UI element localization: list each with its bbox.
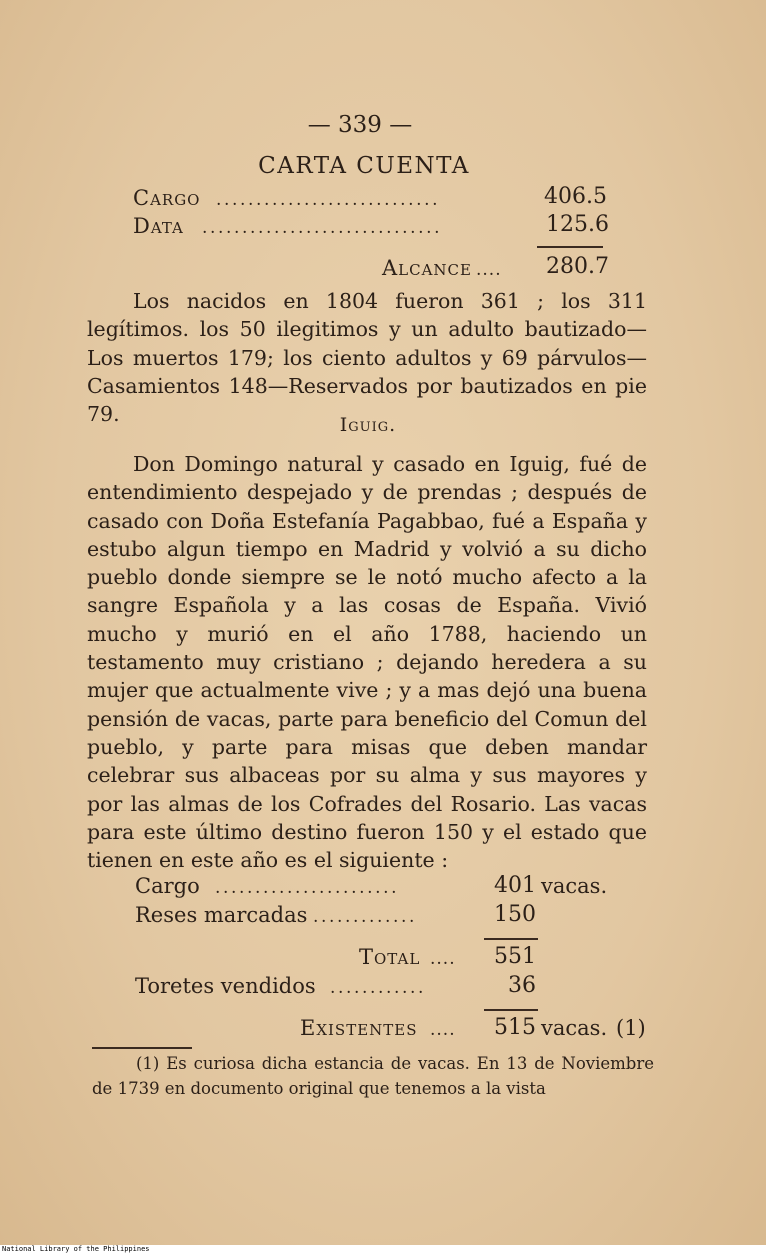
data-value: 125.6 [546, 212, 609, 237]
alcance-label: Alcance [382, 256, 472, 280]
leader-dots: .... [430, 1020, 456, 1040]
existentes-label: Existentes [300, 1016, 418, 1040]
sum-rule [484, 1009, 538, 1011]
existentes-unit: vacas. [541, 1016, 608, 1040]
cargo-label: Cargo [133, 186, 201, 210]
section-heading: Iguig. [339, 414, 397, 436]
cattle-cargo-label: Cargo [135, 874, 200, 898]
footnote-rule [92, 1047, 192, 1049]
paragraph-births: Los nacidos en 1804 fueron 361 ; los 311 legítimos. los 50 ilegitimos y un adulto bautizado—Los muertos 179; los ciento adultos y 69 párvulos—Casamientos 148—Reservados por bautizados en pie 79. [87, 289, 647, 427]
page-number: — 339 — [307, 112, 413, 138]
paragraph-main: Don Domingo natural y casado en Iguig, fué de entendimiento despejado y de prendas ; después de casado con Doña Estefanía Pagabbao, fué a España y estubo algun tiempo en Madrid y volvió a su dicho pueblo donde siempre se le notó mucho afecto a la sangre Española y a las cosas de España. Vivió mucho y murió en el año 1788, haciendo un testamento muy cristiano ; dejando heredera a su mujer que actualmente vive ; y a mas dejó una buena pensión de vacas, parte para beneficio del Comun del pueblo, y parte para misas que deben mandar celebrar sus albaceas por su alma y sus mayores y por las almas de los Cofrades del Rosario. Las vacas para este último destino fueron 150 y el estado que tienen en este año es el siguiente : [87, 452, 647, 873]
leader-dots: ............ [330, 978, 427, 998]
total-value: 551 [494, 944, 536, 969]
alcance-value: 280.7 [546, 254, 609, 279]
leader-dots: ............................ [216, 190, 441, 210]
library-credit: National Library of the Philippines [2, 1245, 150, 1253]
page-title: CARTA CUENTA [258, 153, 470, 179]
sum-rule [537, 246, 603, 248]
total-label: Total [359, 945, 421, 969]
toretes-value: 36 [508, 973, 536, 998]
leader-dots: .............................. [202, 218, 443, 238]
reses-label: Reses marcadas [135, 903, 308, 927]
leader-dots: ............. [313, 907, 418, 927]
footnote-ref: (1) [616, 1016, 646, 1040]
cattle-unit: vacas. [541, 874, 608, 898]
leader-dots: .... [476, 260, 502, 280]
sum-rule [484, 938, 538, 940]
existentes-value: 515 [494, 1015, 536, 1040]
footnote: (1) Es curiosa dicha estancia de vacas. En 13 de Noviembre de 1739 en documento original que tenemos a la vista [92, 1054, 654, 1098]
data-label: Data [133, 214, 184, 238]
reses-value: 150 [494, 902, 536, 927]
leader-dots: ....................... [215, 878, 400, 898]
cargo-value: 406.5 [544, 184, 607, 209]
toretes-label: Toretes vendidos [135, 974, 316, 998]
leader-dots: .... [430, 949, 456, 969]
cattle-cargo-value: 401 [494, 873, 536, 898]
